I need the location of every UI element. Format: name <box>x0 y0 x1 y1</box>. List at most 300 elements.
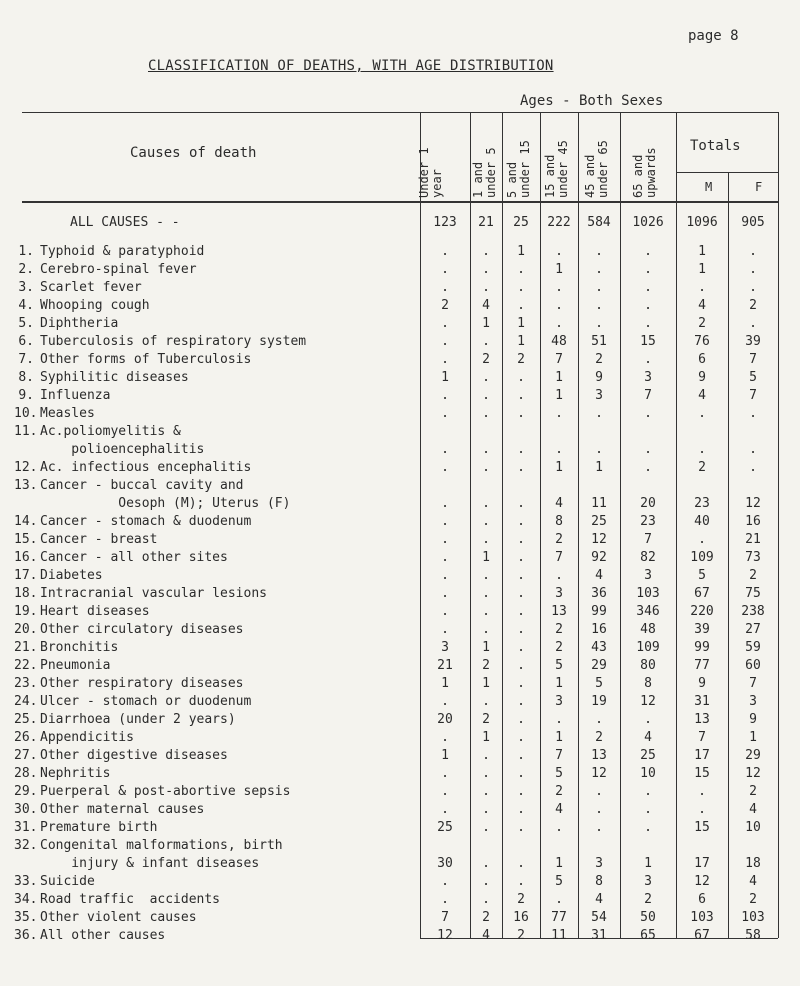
cell: 13 <box>591 748 607 763</box>
cell: . <box>482 388 490 403</box>
cell: 103 <box>636 586 660 601</box>
row-label: Cerebro-spinal fever <box>40 262 197 277</box>
cell: . <box>517 370 525 385</box>
cell: 2 <box>749 568 757 583</box>
cell: 4 <box>482 298 490 313</box>
row-number: 33. <box>14 874 38 889</box>
cell: 7 <box>441 910 449 925</box>
cell: 5 <box>749 370 757 385</box>
cell: 5 <box>555 874 563 889</box>
cell: . <box>517 712 525 727</box>
cell: . <box>517 280 525 295</box>
cell: . <box>482 748 490 763</box>
cell: 7 <box>555 550 563 565</box>
cell: . <box>482 370 490 385</box>
table-row <box>0 766 800 782</box>
table-row <box>0 622 800 638</box>
cell: 3 <box>595 388 603 403</box>
cell: . <box>441 622 449 637</box>
cell: 31 <box>591 928 607 943</box>
cell: 25 <box>437 820 453 835</box>
cell: . <box>644 280 652 295</box>
cell: 65 <box>640 928 656 943</box>
table-row <box>0 658 800 674</box>
table-row <box>0 676 800 692</box>
cell: . <box>749 460 757 475</box>
cell: . <box>441 406 449 421</box>
table-row <box>0 694 800 710</box>
table-row <box>0 280 800 296</box>
cell: . <box>555 406 563 421</box>
cell: . <box>482 514 490 529</box>
cell: . <box>517 496 525 511</box>
cell: 4 <box>482 928 490 943</box>
table-row <box>0 334 800 350</box>
row-number: 11. <box>14 424 38 439</box>
cell: 1 <box>555 856 563 871</box>
cell: 15 <box>694 820 710 835</box>
cell: 5 <box>555 766 563 781</box>
cell: . <box>517 460 525 475</box>
table-row <box>0 388 800 404</box>
cell: 109 <box>636 640 660 655</box>
cell: 12 <box>694 874 710 889</box>
cell: . <box>482 892 490 907</box>
cell: . <box>555 568 563 583</box>
row-number: 14. <box>14 514 38 529</box>
cell: 73 <box>745 550 761 565</box>
cell: 99 <box>591 604 607 619</box>
table-row <box>0 640 800 656</box>
page-number: page 8 <box>688 28 739 44</box>
table-row <box>0 478 800 494</box>
age-group-header: 1 and under 5 <box>471 147 498 198</box>
cell: 123 <box>433 215 457 230</box>
age-group-header: 45 and under 65 <box>583 140 610 198</box>
cell: 82 <box>640 550 656 565</box>
table-row <box>0 928 800 944</box>
cell: . <box>441 262 449 277</box>
cell: 2 <box>555 640 563 655</box>
cell: 16 <box>591 622 607 637</box>
cell: 23 <box>694 496 710 511</box>
cell: 77 <box>551 910 567 925</box>
row-number: 8. <box>18 370 34 385</box>
cell: 7 <box>749 676 757 691</box>
row-label: Ac. infectious encephalitis <box>40 460 252 475</box>
cell: 4 <box>698 298 706 313</box>
cell: . <box>595 802 603 817</box>
cell: . <box>441 730 449 745</box>
cell: 7 <box>555 748 563 763</box>
row-label: Other violent causes <box>40 910 197 925</box>
cell: 5 <box>595 676 603 691</box>
cell: . <box>441 784 449 799</box>
cell: . <box>595 406 603 421</box>
row-number: 29. <box>14 784 38 799</box>
row-label: Suicide <box>40 874 95 889</box>
cell: 2 <box>517 928 525 943</box>
cell: . <box>482 604 490 619</box>
row-label: Ac.poliomyelitis & <box>40 424 181 439</box>
cell: . <box>482 766 490 781</box>
cell: 7 <box>749 388 757 403</box>
cell: 2 <box>517 352 525 367</box>
table-row <box>0 604 800 620</box>
table-row <box>0 460 800 476</box>
cell: 7 <box>644 532 652 547</box>
age-group-header: 15 and under 45 <box>543 140 570 198</box>
cell: 51 <box>591 334 607 349</box>
cell: 1 <box>482 550 490 565</box>
table-row <box>0 532 800 548</box>
cell: 80 <box>640 658 656 673</box>
row-number: 23. <box>14 676 38 691</box>
cell: 220 <box>690 604 714 619</box>
cell: 48 <box>640 622 656 637</box>
cell: . <box>595 316 603 331</box>
row-label: polioencephalitis <box>40 442 205 457</box>
row-label: Other digestive diseases <box>40 748 228 763</box>
table-row <box>0 856 800 872</box>
cell: 3 <box>644 874 652 889</box>
cell: 25 <box>640 748 656 763</box>
cell: . <box>517 568 525 583</box>
cell: 6 <box>698 352 706 367</box>
cell: 9 <box>698 676 706 691</box>
table-top-rule <box>22 112 778 113</box>
cell: 9 <box>595 370 603 385</box>
cell: . <box>644 406 652 421</box>
cell: 905 <box>741 215 765 230</box>
cell: 2 <box>595 352 603 367</box>
cell: 20 <box>640 496 656 511</box>
cell: 2 <box>749 892 757 907</box>
row-label: Puerperal & post-abortive sepsis <box>40 784 291 799</box>
cell: 15 <box>640 334 656 349</box>
cell: 12 <box>745 766 761 781</box>
cell: 1 <box>517 244 525 259</box>
age-group-header: 5 and under 15 <box>505 140 532 198</box>
cell: . <box>517 586 525 601</box>
cell: 21 <box>745 532 761 547</box>
cell: 8 <box>644 676 652 691</box>
cell: . <box>644 460 652 475</box>
causes-header: Causes of death <box>130 145 257 161</box>
cell: 54 <box>591 910 607 925</box>
table-row <box>0 352 800 368</box>
table-row <box>0 784 800 800</box>
cell: 2 <box>482 712 490 727</box>
cell: . <box>517 676 525 691</box>
cell: 17 <box>694 856 710 871</box>
cell: . <box>644 298 652 313</box>
cell: 1 <box>749 730 757 745</box>
cell: 7 <box>698 730 706 745</box>
cell: 103 <box>741 910 765 925</box>
row-label: Cancer - buccal cavity and <box>40 478 244 493</box>
cell: . <box>644 802 652 817</box>
cell: 13 <box>694 712 710 727</box>
cell: 1 <box>482 640 490 655</box>
row-label: Measles <box>40 406 95 421</box>
cell: . <box>644 784 652 799</box>
cell: . <box>482 460 490 475</box>
row-label: Bronchitis <box>40 640 119 655</box>
row-number: 22. <box>14 658 38 673</box>
cell: . <box>698 406 706 421</box>
cell: . <box>482 262 490 277</box>
row-number: 18. <box>14 586 38 601</box>
cell: 5 <box>698 568 706 583</box>
cell: . <box>749 442 757 457</box>
cell: 3 <box>555 586 563 601</box>
cell: 36 <box>591 586 607 601</box>
row-label: ALL CAUSES - - <box>70 215 180 230</box>
cell: 13 <box>551 604 567 619</box>
row-number: 1. <box>18 244 34 259</box>
cell: 76 <box>694 334 710 349</box>
row-number: 36. <box>14 928 38 943</box>
cell: 346 <box>636 604 660 619</box>
cell: . <box>595 244 603 259</box>
cell: 1 <box>555 730 563 745</box>
cell: 4 <box>595 892 603 907</box>
cell: 10 <box>745 820 761 835</box>
cell: 2 <box>749 298 757 313</box>
cell: 67 <box>694 586 710 601</box>
cell: . <box>517 730 525 745</box>
cell: . <box>482 334 490 349</box>
cell: . <box>517 856 525 871</box>
row-number: 6. <box>18 334 34 349</box>
ages-header: Ages - Both Sexes <box>520 93 664 109</box>
cell: 1096 <box>686 215 718 230</box>
cell: 50 <box>640 910 656 925</box>
row-label: Oesoph (M); Uterus (F) <box>40 496 291 511</box>
cell: . <box>595 784 603 799</box>
cell: . <box>517 550 525 565</box>
row-label: Diphtheria <box>40 316 119 331</box>
cell: . <box>644 244 652 259</box>
table-row <box>0 442 800 458</box>
row-label: Nephritis <box>40 766 111 781</box>
table-row <box>0 406 800 422</box>
cell: 2 <box>517 892 525 907</box>
cell: 4 <box>595 568 603 583</box>
row-label: Pneumonia <box>40 658 111 673</box>
cell: 21 <box>437 658 453 673</box>
row-label: Diarrhoea (under 2 years) <box>40 712 236 727</box>
cell: . <box>555 892 563 907</box>
cell: . <box>441 280 449 295</box>
cell: . <box>482 874 490 889</box>
table-row <box>0 550 800 566</box>
row-number: 35. <box>14 910 38 925</box>
table-row <box>0 424 800 440</box>
cell: . <box>482 496 490 511</box>
row-label: Intracranial vascular lesions <box>40 586 267 601</box>
cell: . <box>555 820 563 835</box>
table-row <box>0 874 800 890</box>
cell: . <box>441 442 449 457</box>
table-row <box>0 748 800 764</box>
cell: . <box>595 820 603 835</box>
cell: . <box>482 406 490 421</box>
cell: 8 <box>595 874 603 889</box>
cell: . <box>482 784 490 799</box>
cell: 11 <box>551 928 567 943</box>
cell: . <box>595 442 603 457</box>
cell: 11 <box>591 496 607 511</box>
cell: 1 <box>555 676 563 691</box>
cell: . <box>441 568 449 583</box>
cell: 15 <box>694 766 710 781</box>
cell: 238 <box>741 604 765 619</box>
cell: 59 <box>745 640 761 655</box>
cell: 12 <box>591 766 607 781</box>
cell: 103 <box>690 910 714 925</box>
cell: 3 <box>595 856 603 871</box>
cell: . <box>441 694 449 709</box>
cell: . <box>517 406 525 421</box>
cell: . <box>517 874 525 889</box>
cell: . <box>482 532 490 547</box>
row-label: Diabetes <box>40 568 103 583</box>
cell: . <box>517 262 525 277</box>
row-label: Appendicitis <box>40 730 134 745</box>
cell: 2 <box>698 460 706 475</box>
row-number: 31. <box>14 820 38 835</box>
cell: 12 <box>591 532 607 547</box>
cell: . <box>482 442 490 457</box>
row-label: injury & infant diseases <box>40 856 260 871</box>
cell: . <box>441 316 449 331</box>
cell: . <box>441 766 449 781</box>
cell: . <box>441 244 449 259</box>
cell: 4 <box>749 874 757 889</box>
row-label: Cancer - stomach & duodenum <box>40 514 252 529</box>
row-number: 32. <box>14 838 38 853</box>
row-number: 3. <box>18 280 34 295</box>
cell: 43 <box>591 640 607 655</box>
cell: 25 <box>513 215 529 230</box>
cell: 1 <box>698 244 706 259</box>
age-group-header: Under 1 year <box>417 147 444 198</box>
cell: 2 <box>555 532 563 547</box>
row-label: Other forms of Tuberculosis <box>40 352 252 367</box>
cell: . <box>441 334 449 349</box>
cell: 1 <box>517 334 525 349</box>
table-row <box>0 820 800 836</box>
cell: . <box>517 802 525 817</box>
cell: . <box>555 298 563 313</box>
row-number: 13. <box>14 478 38 493</box>
cell: 1 <box>441 370 449 385</box>
table-row <box>0 568 800 584</box>
table-row <box>0 586 800 602</box>
cell: 2 <box>749 784 757 799</box>
cell: 1 <box>441 676 449 691</box>
row-number: 24. <box>14 694 38 709</box>
header-bottom-rule <box>22 201 778 203</box>
row-label: Scarlet fever <box>40 280 142 295</box>
cell: 584 <box>587 215 611 230</box>
cell: 12 <box>745 496 761 511</box>
table-row <box>0 262 800 278</box>
table-row <box>0 496 800 512</box>
cell: 27 <box>745 622 761 637</box>
cell: 1 <box>441 748 449 763</box>
cell: . <box>517 694 525 709</box>
cell: . <box>517 784 525 799</box>
row-label: Other maternal causes <box>40 802 205 817</box>
table-row <box>0 316 800 332</box>
cell: 23 <box>640 514 656 529</box>
table-row <box>0 838 800 854</box>
cell: 16 <box>513 910 529 925</box>
row-number: 4. <box>18 298 34 313</box>
cell: 67 <box>694 928 710 943</box>
cell: . <box>595 298 603 313</box>
cell: 12 <box>437 928 453 943</box>
cell: . <box>482 568 490 583</box>
cell: . <box>482 586 490 601</box>
cell: 3 <box>555 694 563 709</box>
cell: . <box>441 496 449 511</box>
cell: . <box>595 262 603 277</box>
row-label: Heart diseases <box>40 604 150 619</box>
row-number: 34. <box>14 892 38 907</box>
cell: 21 <box>478 215 494 230</box>
cell: . <box>517 442 525 457</box>
cell: 1 <box>555 262 563 277</box>
cell: 99 <box>694 640 710 655</box>
cell: . <box>698 442 706 457</box>
cell: 2 <box>595 730 603 745</box>
cell: . <box>555 316 563 331</box>
cell: . <box>441 460 449 475</box>
cell: 1 <box>482 730 490 745</box>
row-number: 26. <box>14 730 38 745</box>
cell: 3 <box>644 568 652 583</box>
cell: 2 <box>482 658 490 673</box>
cell: . <box>644 262 652 277</box>
row-label: Other respiratory diseases <box>40 676 244 691</box>
cell: 10 <box>640 766 656 781</box>
cell: . <box>441 802 449 817</box>
cell: . <box>517 388 525 403</box>
row-label: Tuberculosis of respiratory system <box>40 334 307 349</box>
cell: . <box>441 586 449 601</box>
cell: . <box>749 280 757 295</box>
cell: . <box>441 874 449 889</box>
cell: 2 <box>482 352 490 367</box>
cell: . <box>644 712 652 727</box>
cell: . <box>595 280 603 295</box>
cell: . <box>517 658 525 673</box>
row-number: 25. <box>14 712 38 727</box>
cell: . <box>555 712 563 727</box>
cell: . <box>441 388 449 403</box>
cell: 25 <box>591 514 607 529</box>
table-row <box>0 910 800 926</box>
cell: 1 <box>482 676 490 691</box>
cell: . <box>698 802 706 817</box>
cell: . <box>441 892 449 907</box>
cell: 40 <box>694 514 710 529</box>
cell: 4 <box>555 496 563 511</box>
